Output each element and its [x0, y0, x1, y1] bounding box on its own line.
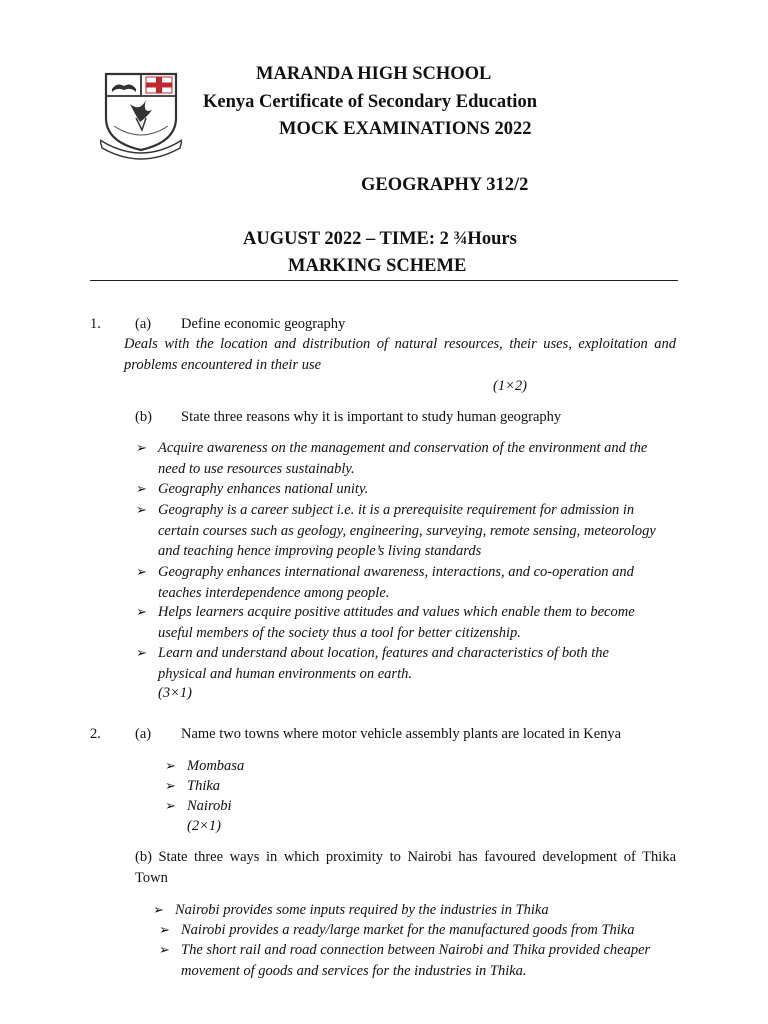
- arrow-bullet-icon: ➢: [136, 502, 147, 517]
- document-type: MARKING SCHEME: [288, 256, 467, 276]
- q1b-question: State three reasons why it is important to study human geography: [181, 409, 562, 425]
- arrow-bullet-icon: ➢: [136, 440, 147, 455]
- school-name: MARANDA HIGH SCHOOL: [256, 64, 492, 84]
- q1a-answer-line1: Deals with the location and distribution of natural resources, their uses, exploitation and: [124, 336, 676, 352]
- q1-number: 1.: [90, 316, 101, 332]
- q2a-question: Name two towns where motor vehicle assembly plants are located in Kenya: [181, 726, 622, 742]
- arrow-bullet-icon: ➢: [136, 481, 147, 496]
- q1b-answer-item: ➢ Geography enhances national unity.: [158, 479, 678, 500]
- q2b-answer-item: ➢ The short rail and road connection between Nairobi and Thika provided cheaper movement of goods and services for the industries in Thika.: [159, 942, 651, 979]
- q1b-answer-item: ➢ Helps learners acquire positive attitudes and values which enable them to become useful members of the society thus a tool for better citizenship.: [136, 604, 635, 641]
- arrow-bullet-icon: ➢: [165, 798, 176, 813]
- q2b-answer-item: ➢ Nairobi provides a ready/large market for the manufactured goods from Thika: [181, 920, 677, 941]
- q2b-question-line1: (b) State three ways in which proximity to Nairobi has favoured development of Thika: [135, 849, 676, 865]
- q1a-label: (a): [135, 316, 152, 332]
- q1b-answer-item: ➢ Acquire awareness on the management and conservation of the environment and the need to use resources sustainably.: [136, 440, 648, 477]
- q1b-label: (b): [135, 409, 152, 425]
- q1b-marks: (3×1): [158, 685, 192, 701]
- arrow-bullet-icon: ➢: [159, 922, 170, 937]
- q2a-marks: (2×1): [187, 818, 221, 834]
- certificate-title: Kenya Certificate of Secondary Education: [203, 92, 537, 112]
- q2a-label: (a): [135, 726, 152, 742]
- header-divider: [90, 280, 678, 281]
- date-time: AUGUST 2022 – TIME: 2 ¾Hours: [243, 229, 517, 249]
- arrow-bullet-icon: ➢: [136, 564, 147, 579]
- q2b-answer-item: ➢ Nairobi provides some inputs required by the industries in Thika: [175, 900, 675, 921]
- subject-title: GEOGRAPHY 312/2: [361, 175, 529, 195]
- q1b-answer-item: ➢ Learn and understand about location, features and characteristics of both the physical and human environments on earth.: [136, 645, 609, 682]
- q1b-answer-item: ➢ Geography enhances international awareness, interactions, and co-operation and teaches interdependence among people.: [136, 564, 634, 601]
- q2-number: 2.: [90, 726, 101, 742]
- q2a-answer-item: ➢ Thika: [187, 776, 220, 797]
- q1b-answer-item: ➢ Geography is a career subject i.e. it is a prerequisite requirement for admission in certain courses such as geology, engineering, surveying, remote sensing, meteorology and teaching hence improving people’s living standards: [136, 502, 656, 560]
- q2a-answer-item: ➢ Nairobi: [187, 796, 232, 817]
- q2b-question-line2: Town: [135, 870, 168, 886]
- arrow-bullet-icon: ➢: [159, 942, 170, 957]
- school-crest-logo: [100, 70, 182, 162]
- arrow-bullet-icon: ➢: [165, 758, 176, 773]
- arrow-bullet-icon: ➢: [153, 902, 164, 917]
- arrow-bullet-icon: ➢: [136, 604, 147, 619]
- arrow-bullet-icon: ➢: [136, 645, 147, 660]
- q1a-marks: (1×2): [493, 378, 527, 394]
- arrow-bullet-icon: ➢: [165, 778, 176, 793]
- q1a-question: Define economic geography: [181, 316, 346, 332]
- q2a-answer-item: ➢ Mombasa: [187, 756, 244, 777]
- q1a-answer-line2: problems encountered in their use: [124, 357, 322, 373]
- exam-title: MOCK EXAMINATIONS 2022: [279, 119, 532, 139]
